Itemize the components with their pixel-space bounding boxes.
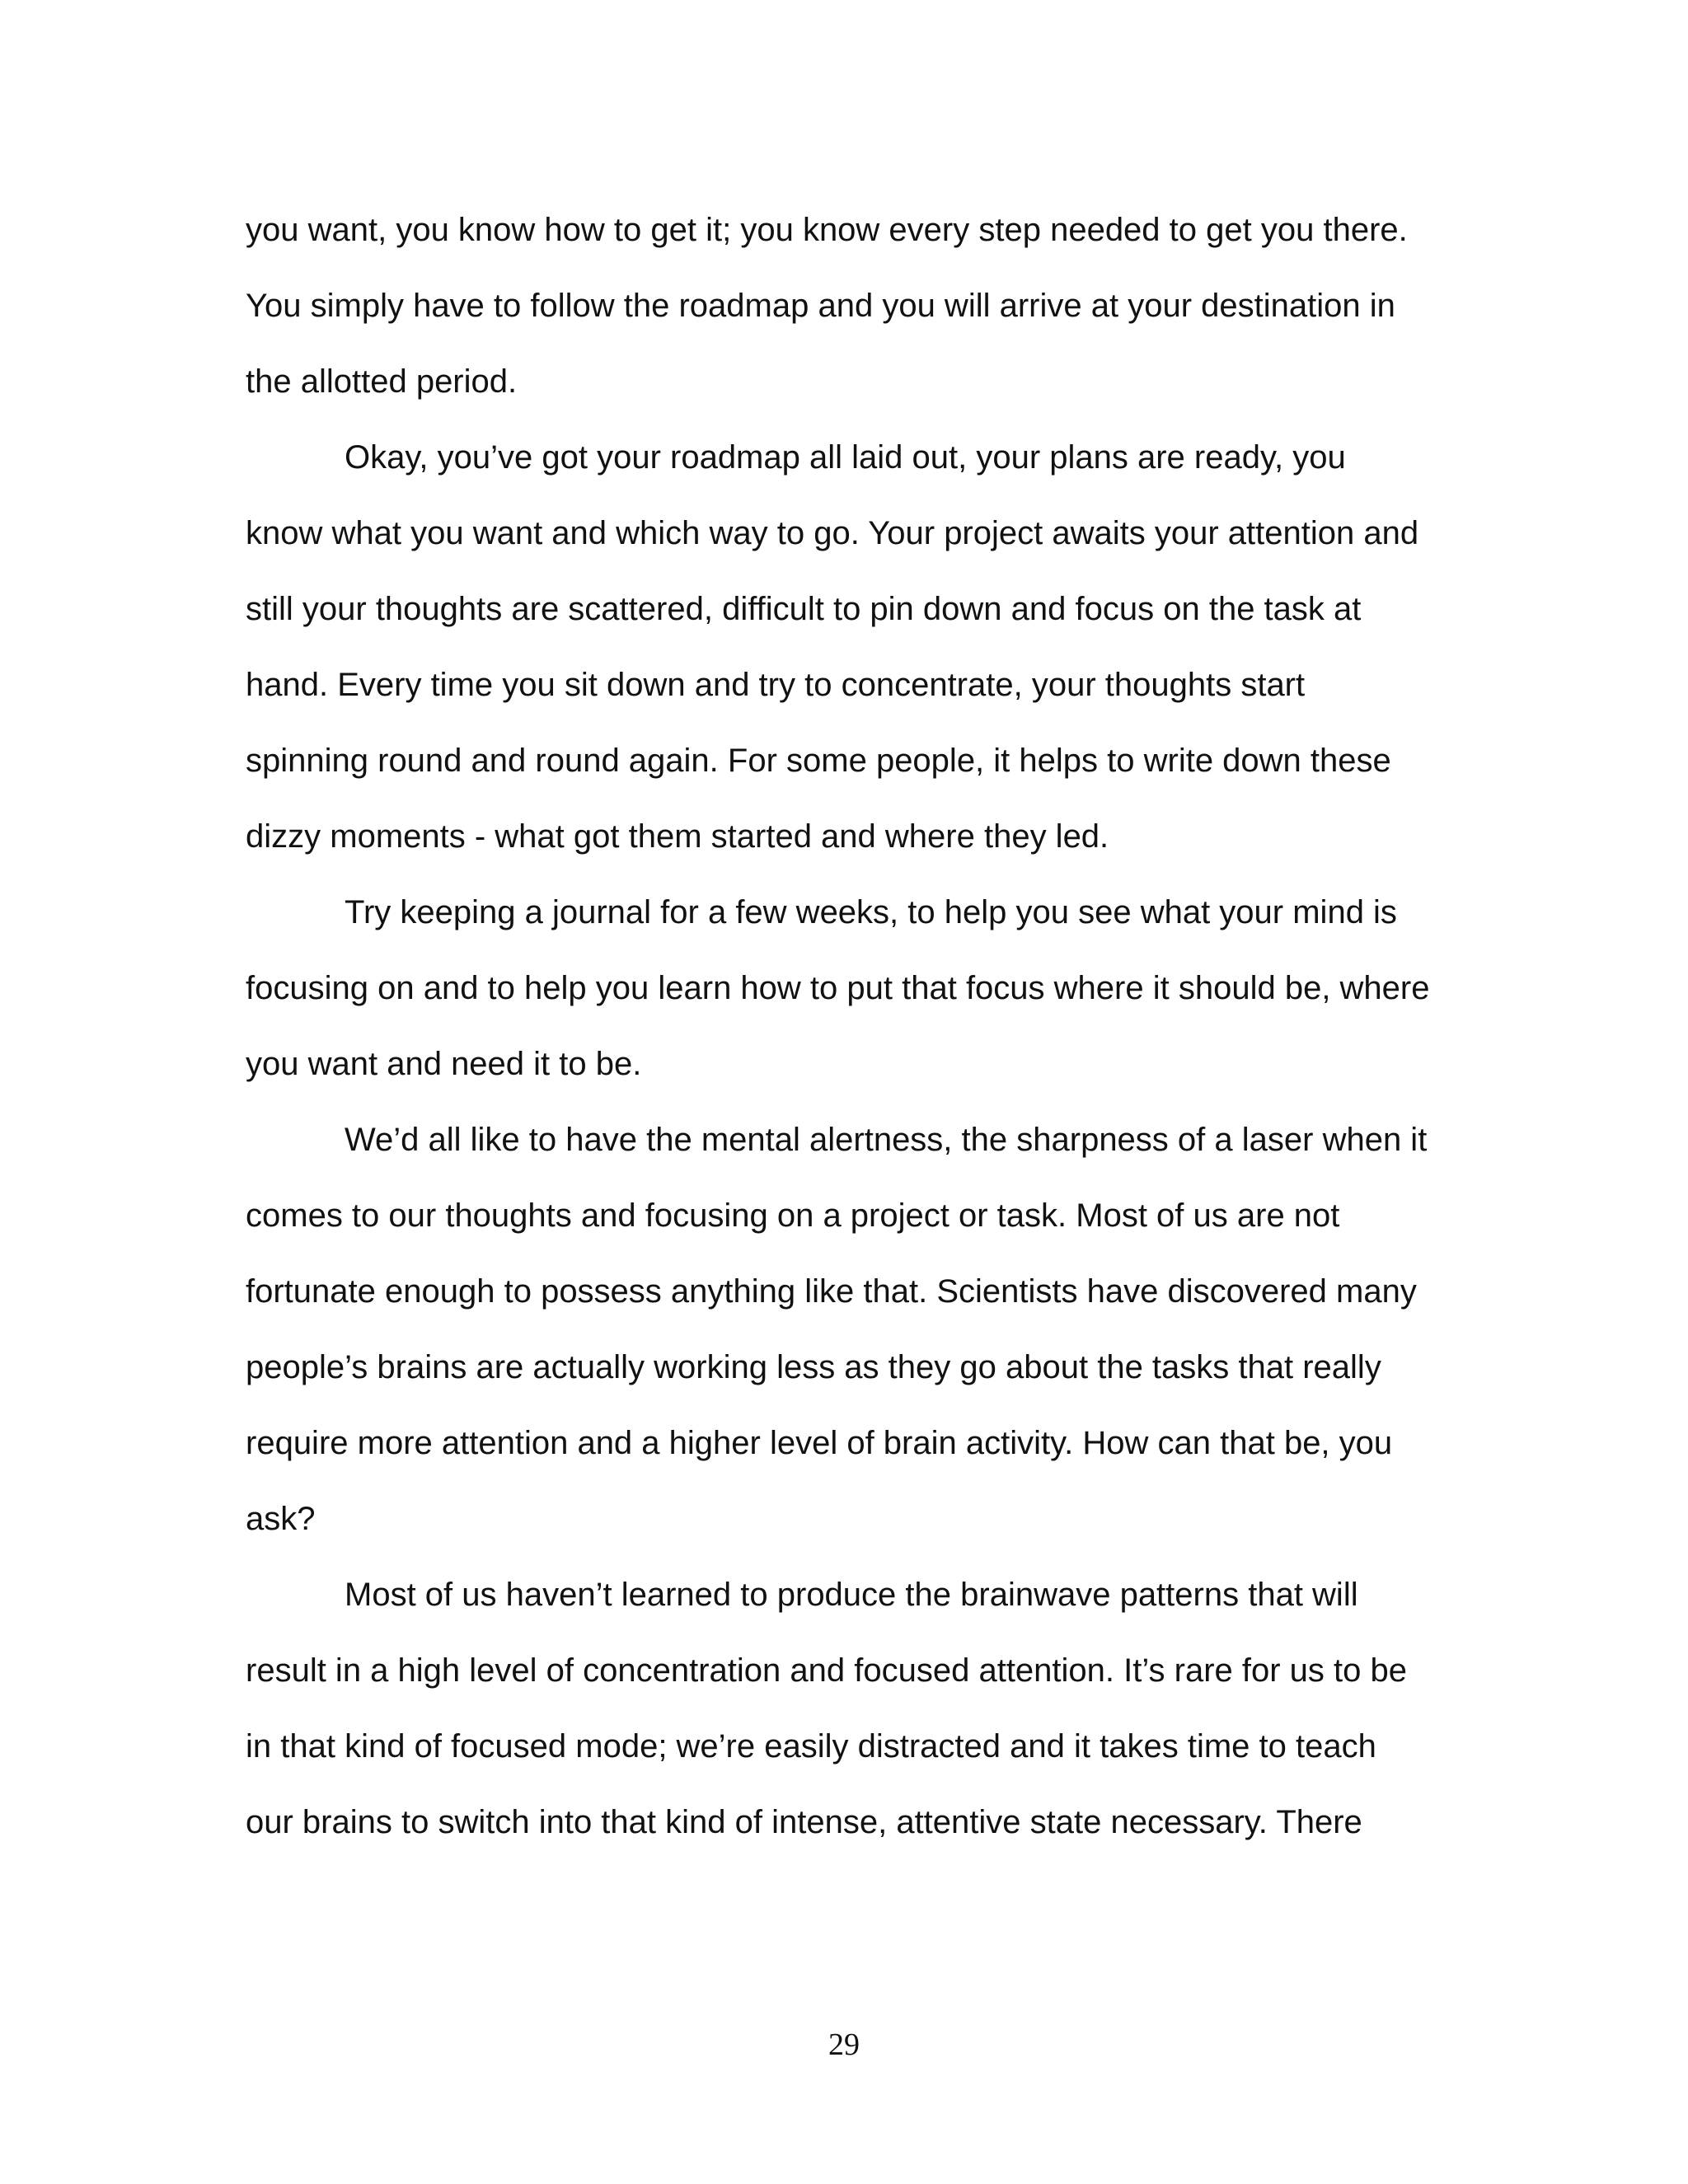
paragraph-2 — [246, 419, 1449, 874]
page-number: 29 — [828, 2027, 860, 2062]
paragraph-1: you want, you know how to get it; you know every step needed to get you there. You simply have to follow the roadmap and you will arrive at your destination in the allotted period. — [246, 212, 1408, 400]
paragraph-5 — [246, 1557, 1449, 1860]
paragraph-3-text: Try keeping a journal for a few weeks, to help you see what your mind is focusing on and to help you learn how to put that focus where it should be, where you want and need it to be. — [246, 894, 1430, 1082]
paragraph-2-text: Okay, you’ve got your roadmap all laid out, your plans are ready, you know what you want and which way to go. Your project awaits your attention and still your thoughts are scattered, difficult to pin down and focus on the task at hand. Every time you sit down and try to concentrate, your thoughts start spinning round and round again. For some people, it helps to write down these dizzy moments - what got them started and where they led. — [246, 439, 1419, 855]
paragraph-5-text: Most of us haven’t learned to produce the brainwave patterns that will result in a high level of concentration and focused attention. It’s rare for us to be in that kind of focused mode; we’re easily distracted and it takes time to teach our brains to switch into that kind of intense, attentive state necessary. There — [246, 1577, 1408, 1840]
paragraph-4 — [246, 1102, 1449, 1557]
paragraph-3 — [246, 874, 1449, 1102]
body-text — [246, 192, 1449, 1860]
paragraph-4-text: We’d all like to have the mental alertness, the sharpness of a laser when it comes to our thoughts and focusing on a project or task. Most of us are not fortunate enough to possess anything like that. Scientists have discovered many people’s brains are actually working less as they go about the tasks that really require more attention and a higher level of brain activity. How can that be, you ask? — [246, 1122, 1428, 1537]
